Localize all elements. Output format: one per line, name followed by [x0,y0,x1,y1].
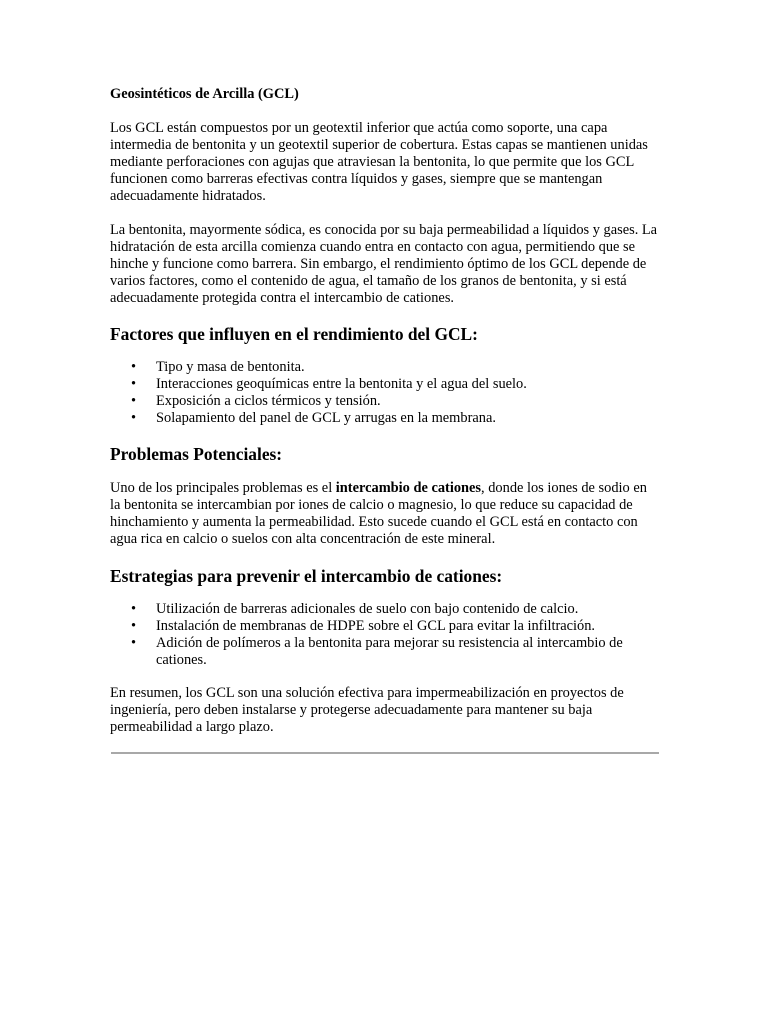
factores-list [110,359,660,427]
bullet-icon: • [131,376,137,392]
factores-heading: Factores que influyen en el rendimiento del GCL: [110,324,478,344]
list-item-text: Instalación de membranas de HDPE sobre el GCL para evitar la infiltración. [156,618,596,634]
bullet-icon: • [131,359,137,375]
list-item-text: Adición de polímeros a la bentonita para mejorar su resistencia al intercambio de cationes. [156,635,623,668]
bullet-icon: • [131,393,137,409]
bullet-icon: • [131,601,137,617]
bullet-icon: • [131,635,137,651]
document-page [110,85,660,761]
problemas-paragraph [110,480,660,548]
list-item [131,376,660,393]
horizontal-divider [111,752,659,754]
resumen-paragraph: En resumen, los GCL son una solución efectiva para impermeabilización en proyectos de ingeniería, pero deben instalarse y protegerse adecuadamente para mantener su baja permeabilidad a largo plazo. [110,685,624,735]
problemas-text-before: Uno de los principales problemas es el [110,480,336,496]
list-item-text: Interacciones geoquímicas entre la bentonita y el agua del suelo. [156,376,527,392]
problemas-heading: Problemas Potenciales: [110,444,283,464]
list-item [131,359,660,376]
estrategias-list [110,601,660,669]
intro-paragraph-2: La bentonita, mayormente sódica, es conocida por su baja permeabilidad a líquidos y gases. La hidratación de esta arcilla comienza cuando entra en contacto con agua, permitiendo que se hinche y funcione como barrera. Sin embargo, el rendimiento óptimo de los GCL depende de varios factores, como el contenido de agua, el tamaño de los granos de bentonita, y si está adecuadamente protegida contra el intercambio de cationes. [110,222,658,306]
list-item-text: Utilización de barreras adicionales de suelo con bajo contenido de calcio. [156,601,579,617]
intro-paragraph-1: Los GCL están compuestos por un geotextil inferior que actúa como soporte, una capa intermedia de bentonita y un geotextil superior de cobertura. Estas capas se mantienen unidas mediante perforaciones con agujas que atraviesan la bentonita, lo que permite que los GCL funcionen como barreras efectivas contra líquidos y gases, siempre que se mantengan adecuadamente hidratados. [110,120,648,204]
list-item-text: Tipo y masa de bentonita. [156,359,305,375]
list-item [131,635,660,669]
list-item-text: Solapamiento del panel de GCL y arrugas en la membrana. [156,410,496,426]
list-item [131,618,660,635]
list-item-text: Exposición a ciclos térmicos y tensión. [156,393,381,409]
list-item [131,601,660,618]
list-item [131,393,660,410]
problemas-text-after: , donde los iones de sodio en la bentonita se intercambian por iones de calcio o magnesio, lo que reduce su capacidad de hinchamiento y aumenta la permeabilidad. Esto sucede cuando el GCL está en contacto con agua rica en calcio o suelos con alta concentración de este mineral. [110,480,647,547]
bullet-icon: • [131,618,137,634]
problemas-bold-term: intercambio de cationes [335,480,482,496]
bullet-icon: • [131,410,137,426]
estrategias-heading: Estrategias para prevenir el intercambio de cationes: [110,566,503,586]
document-title: Geosintéticos de Arcilla (GCL) [110,86,299,102]
list-item [131,410,660,427]
